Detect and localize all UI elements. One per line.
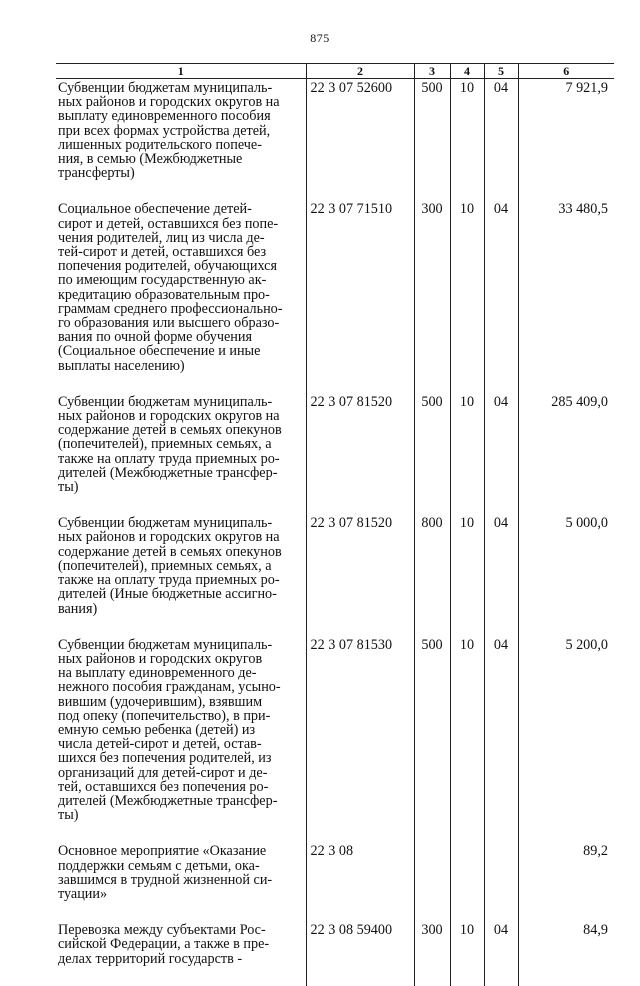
row-subsection: 04 [484, 393, 518, 514]
description-line: нежного пособия гражданам, усыно- [58, 679, 281, 696]
description-line: ных районов и городских округов на [58, 94, 280, 111]
description-line: дителей (Межбюджетные трансфер- [58, 792, 278, 809]
table-row [56, 393, 614, 514]
description-line: ты) [58, 807, 79, 824]
row-code: 22 3 08 [306, 842, 414, 921]
column-header-code: 2 [306, 64, 414, 79]
row-description [56, 514, 306, 635]
column-header-section: 4 [450, 64, 484, 79]
description-line: (попечителей), приемных семьях, а [58, 557, 272, 574]
row-subsection: 04 [484, 79, 518, 201]
row-subsection: 04 [484, 921, 518, 986]
description-line: ния, в семью (Межбюджетные [58, 151, 243, 168]
row-code: 22 3 08 59400 [306, 921, 414, 986]
row-section [450, 842, 484, 921]
table-body [56, 79, 614, 986]
row-section: 10 [450, 921, 484, 986]
description-line: вания) [58, 600, 98, 617]
description-line: Перевозка между субъектами Рос- [58, 922, 266, 939]
page-number: 875 [310, 31, 330, 45]
description-line: лишенных родительского попече- [58, 136, 262, 153]
column-header-description: 1 [56, 64, 306, 79]
column-header-amount: 6 [518, 64, 614, 79]
description-line: сирот и детей, оставшихся без попе- [58, 215, 279, 232]
description-line: сийской Федерации, а также в пре- [58, 936, 270, 953]
row-amount: 7 921,9 [518, 79, 614, 201]
description-line: шихся без попечения родителей, из [58, 750, 272, 767]
description-line: поддержки семьям с детьми, ока- [58, 857, 260, 874]
row-section: 10 [450, 79, 484, 201]
row-code: 22 3 07 81520 [306, 393, 414, 514]
description-line: чения родителей, лиц из числа де- [58, 229, 265, 246]
description-line: ты) [58, 479, 79, 496]
description-line: вания по очной форме обучения [58, 329, 252, 346]
description-line: (попечителей), приемных семьях, а [58, 436, 272, 453]
row-subsection: 04 [484, 200, 518, 392]
description-line: кредитацию образовательным про- [58, 286, 270, 303]
row-expense-type: 800 [414, 514, 450, 635]
row-expense-type: 500 [414, 393, 450, 514]
table-row [56, 79, 614, 201]
description-line: выплату единовременного пособия [58, 108, 271, 125]
row-amount: 84,9 [518, 921, 614, 986]
row-code: 22 3 07 81520 [306, 514, 414, 635]
row-code: 22 3 07 52600 [306, 79, 414, 201]
description-line: тей-сирот и детей, оставшихся без [58, 244, 267, 261]
row-section: 10 [450, 200, 484, 392]
description-line: трансферты) [58, 165, 135, 182]
row-description [56, 636, 306, 843]
description-line: содержание детей в семьях опекунов [58, 422, 282, 439]
row-section: 10 [450, 636, 484, 843]
description-line: го образования или высшего образо- [58, 315, 280, 332]
column-header-expense-type: 3 [414, 64, 450, 79]
description-line: Субвенции бюджетам муниципаль- [58, 80, 273, 96]
row-expense-type [414, 842, 450, 921]
description-line: граммам среднего профессионально- [58, 300, 283, 317]
description-line: также на оплату труда приемных ро- [58, 450, 280, 467]
description-line: емную семью ребенка (детей) из [58, 721, 256, 738]
budget-table [56, 63, 614, 986]
row-expense-type: 500 [414, 636, 450, 843]
row-amount: 5 200,0 [518, 636, 614, 843]
column-header-subsection: 5 [484, 64, 518, 79]
description-line: делах территорий государств - [58, 950, 243, 967]
row-section: 10 [450, 393, 484, 514]
row-expense-type: 300 [414, 921, 450, 986]
row-amount: 5 000,0 [518, 514, 614, 635]
description-line: при всех формах устройства детей, [58, 122, 271, 139]
description-line: Социальное обеспечение детей- [58, 201, 252, 218]
description-line: ных районов и городских округов на [58, 408, 280, 425]
description-line: Субвенции бюджетам муниципаль- [58, 636, 273, 653]
description-line: дителей (Межбюджетные трансфер- [58, 464, 278, 481]
description-line: (Социальное обеспечение и иные [58, 343, 261, 360]
description-line: Субвенции бюджетам муниципаль- [58, 393, 273, 410]
description-line: также на оплату труда приемных ро- [58, 572, 280, 589]
description-line: попечения родителей, обучающихся [58, 258, 277, 275]
row-code: 22 3 07 71510 [306, 200, 414, 392]
table-row [56, 200, 614, 392]
description-line: ных районов и городских округов на [58, 529, 280, 546]
row-code: 22 3 07 81530 [306, 636, 414, 843]
description-line: ных районов и городских округов [58, 650, 263, 667]
description-line: содержание детей в семьях опекунов [58, 543, 282, 560]
description-line: дителей (Иные бюджетные ассигно- [58, 586, 277, 603]
row-expense-type: 500 [414, 79, 450, 201]
table-row [56, 842, 614, 921]
row-expense-type: 300 [414, 200, 450, 392]
row-description [56, 393, 306, 514]
description-line: на выплату единовременного де- [58, 665, 257, 682]
row-subsection [484, 842, 518, 921]
row-description [56, 921, 306, 986]
description-line: выплаты населению) [58, 357, 185, 374]
description-line: завшимся в трудной жизненной си- [58, 871, 273, 888]
row-description [56, 842, 306, 921]
row-subsection: 04 [484, 636, 518, 843]
table-row [56, 636, 614, 843]
table-row [56, 921, 614, 986]
description-line: туации» [58, 885, 108, 902]
row-section: 10 [450, 514, 484, 635]
description-line: под опеку (попечительство), в при- [58, 707, 271, 724]
description-line: вившим (удочерившим), взявшим [58, 693, 263, 710]
table-row [56, 514, 614, 635]
table-header-row [56, 64, 614, 79]
description-line: по имеющим государственную ак- [58, 272, 267, 289]
description-line: тей, оставшихся без попечения ро- [58, 778, 269, 795]
description-line: числа детей-сирот и детей, остав- [58, 736, 262, 753]
description-line: Субвенции бюджетам муниципаль- [58, 515, 273, 532]
row-amount: 33 480,5 [518, 200, 614, 392]
description-line: Основное мероприятие «Оказание [58, 843, 267, 860]
row-amount: 89,2 [518, 842, 614, 921]
row-description [56, 200, 306, 392]
row-description [56, 79, 306, 201]
row-subsection: 04 [484, 514, 518, 635]
row-amount: 285 409,0 [518, 393, 614, 514]
description-line: организаций для детей-сирот и де- [58, 764, 268, 781]
